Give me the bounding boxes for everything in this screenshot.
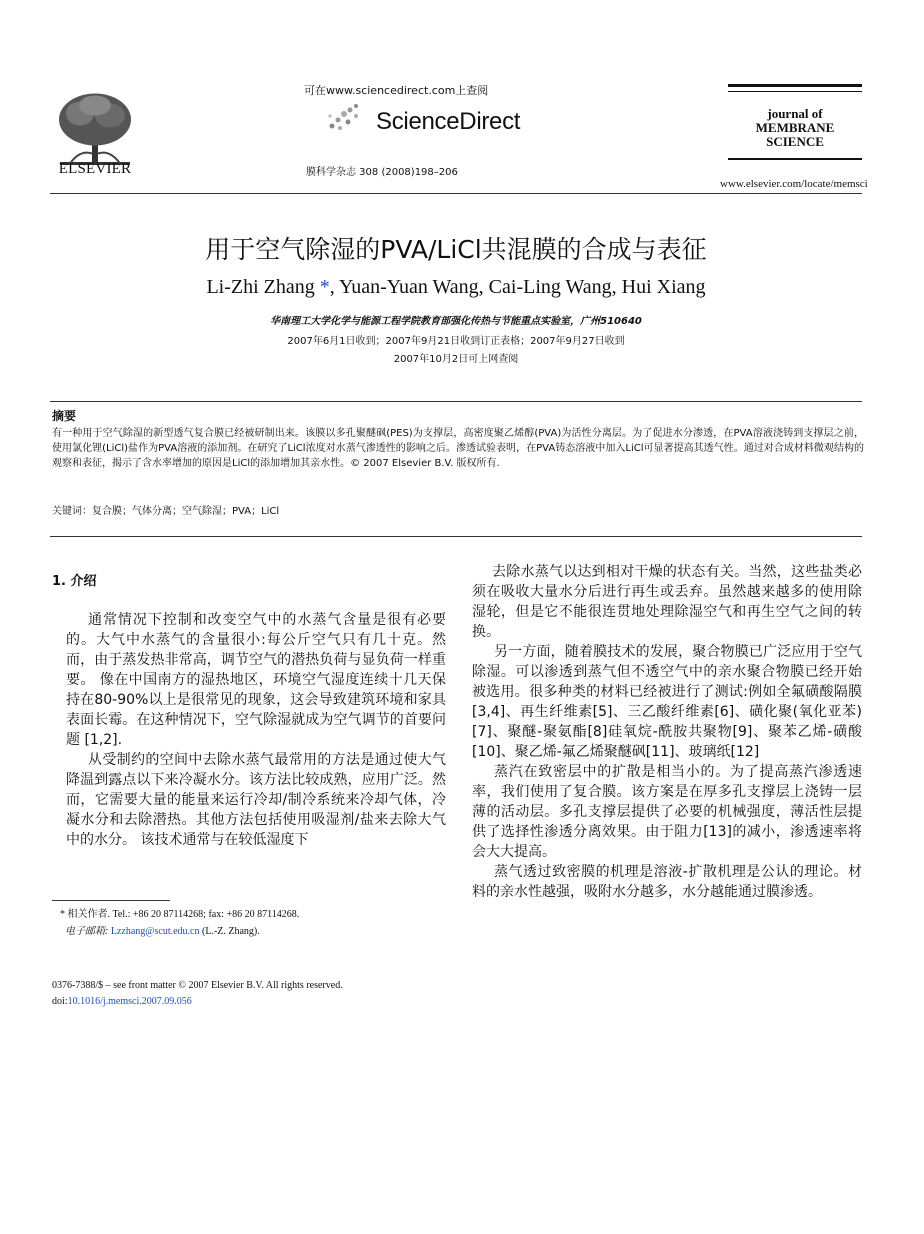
- journal-logo: [728, 107, 862, 149]
- dates-received: 2007年6月1日收到；2007年9月21日收到订正表格；2007年9月27日收到: [287, 336, 625, 347]
- co-authors: , Yuan-Yuan Wang, Cai-Ling Wang, Hui Xiang: [329, 276, 706, 298]
- email-label: 电子邮箱:: [65, 926, 109, 937]
- email-link[interactable]: Lzzhang@scut.edu.cn: [110, 926, 200, 937]
- article-title: 用于空气除湿的PVA/LiCl共混膜的合成与表征: [205, 235, 707, 264]
- abstract-bottom-divider: [50, 536, 862, 537]
- keywords: 关键词：复合膜；气体分离；空气除湿；PVA；LiCl: [52, 506, 280, 517]
- journal-logo-top-rule: [728, 84, 862, 87]
- email-suffix: (L.-Z. Zhang).: [199, 926, 260, 937]
- paragraph: 蒸气透过致密膜的机理是溶液-扩散机理是公认的理论。材料的亲水性越强，吸附水分越多，水分越能通过膜渗透。: [472, 864, 862, 900]
- paragraph: 从受制约的空间中去除水蒸气最常用的方法是通过使大气降温到露点以下来冷凝水分。该方法比较成熟，应用广泛。然而，它需要大量的能量来运行冷却/制冷系统来冷却气体，冷凝水分和去除潜热。其他方法包括使用吸湿剂/盐来去除大气中的水分。 该技术通常与在较低湿度下: [66, 752, 446, 848]
- publisher-name: ELSEVIER: [58, 161, 132, 177]
- left-column: [66, 610, 446, 850]
- article-dates: [50, 333, 862, 369]
- journal-logo-bottom-rule: [728, 158, 862, 160]
- journal-logo-top-rule-thin: [728, 91, 862, 92]
- email-line: [60, 923, 460, 940]
- available-online-text: 可在www.sciencedirect.com上查阅: [304, 84, 489, 97]
- paragraph: 去除水蒸气以达到相对干燥的状态有关。当然，这些盐类必须在吸收大量水分后进行再生或丢弃。虽然越来越多的使用除湿轮，但是它不能很连贯地处理除湿空气和再生空气之间的转换。: [472, 564, 862, 640]
- corresponding-author-marker[interactable]: *: [319, 276, 330, 298]
- journal-name-line3: SCIENCE: [766, 134, 824, 149]
- footnote-divider: [52, 900, 170, 901]
- journal-reference: 膜科学杂志 308 (2008)198–206: [306, 167, 458, 178]
- journal-url[interactable]: www.elsevier.com/locate/memsci: [720, 178, 868, 190]
- doi-link[interactable]: 10.1016/j.memsci.2007.09.056: [67, 996, 192, 1007]
- paragraph: 通常情况下控制和改变空气中的水蒸气含量是很有必要的。大气中水蒸气的含量很小:每公斤空气只有几十克。然而，由于蒸发热非常高，调节空气的潜热负荷与显负荷一样重要。 像在中国南方的湿热地区，环境空气湿度连续十几天保持在80-90%以上是很常见的现象，这会导致建筑环境和家具表面长霉。在这种情况下，空气除湿就成为空气调节的首要问题 [1,2].: [66, 612, 446, 748]
- doi-line: [52, 994, 472, 1010]
- abstract-heading: 摘要: [52, 409, 77, 423]
- sciencedirect-logo-text[interactable]: ScienceDirect: [376, 108, 521, 135]
- corresponding-author-note: * 相关作者. Tel.: +86 20 87114268; fax: +86 20 87114268.: [60, 909, 300, 920]
- journal-name-line2: MEMBRANE: [755, 120, 835, 135]
- sciencedirect-dots-icon: [326, 102, 362, 134]
- copyright-block: [52, 978, 472, 1010]
- doi-label: doi:: [52, 996, 68, 1007]
- dates-online: 2007年10月2日可上网查阅: [393, 354, 519, 365]
- section-heading-introduction: 1. 介绍: [52, 574, 97, 589]
- author-list: [50, 276, 862, 299]
- affiliation: 华南理工大学化学与能源工程学院教育部强化传热与节能重点实验室，广州510640: [270, 316, 642, 327]
- footnote: [60, 906, 460, 940]
- abstract-top-divider: [50, 401, 862, 402]
- journal-name-line1: journal of: [767, 106, 823, 121]
- header-divider: [50, 193, 862, 194]
- paragraph: 另一方面，随着膜技术的发展，聚合物膜已广泛应用于空气除湿。可以渗透到蒸气但不透空气中的亲水聚合物膜已经开始被选用。很多种类的材料已经被进行了测试:例如全氟磺酸隔膜[3,4]、再生纤维素[5]、三乙酸纤维素[6]、磺化聚(氧化亚苯)[7]、聚醚-聚氨酯[8]硅氧烷-酰胺共聚物[9]、聚苯乙烯-磺酸[10]、聚乙烯-氟乙烯聚醚砜[11]、玻璃纸[12]: [472, 644, 862, 760]
- right-column: [472, 562, 862, 902]
- abstract-text: 有一种用于空气除湿的新型透气复合膜已经被研制出来。该膜以多孔聚醚砜(PES)为支撑层，高密度聚乙烯醇(PVA)为活性分离层。为了促进水分渗透，在PVA溶液浇铸到支撑层之前，使用氯化锂(LiCl)盐作为PVA溶液的添加剂。在研究了LiCl浓度对水蒸气渗透性的影响之后。渗透试验表明，在PVA铸态溶液中加入LiCl可显著提高其透气性。通过对合成材料微观结构的观察和表征，揭示了含水率增加的原因是LiCl的添加增加其亲水性。© 2007 Elsevier B.V. 版权所有.: [52, 428, 864, 469]
- corresponding-author: Li-Zhi Zhang: [206, 276, 315, 298]
- paragraph: 蒸汽在致密层中的扩散是相当小的。为了提高蒸汽渗透速率，我们使用了复合膜。该方案是在厚多孔支撑层上浇铸一层薄的活动层。多孔支撑层提供了必要的机械强度，薄活性层提供了选择性渗透分离效果。由于阻力[13]的减小，渗透速率将会大大提高。: [472, 764, 862, 860]
- copyright-line: 0376-7388/$ – see front matter © 2007 Elsevier B.V. All rights reserved.: [52, 980, 343, 991]
